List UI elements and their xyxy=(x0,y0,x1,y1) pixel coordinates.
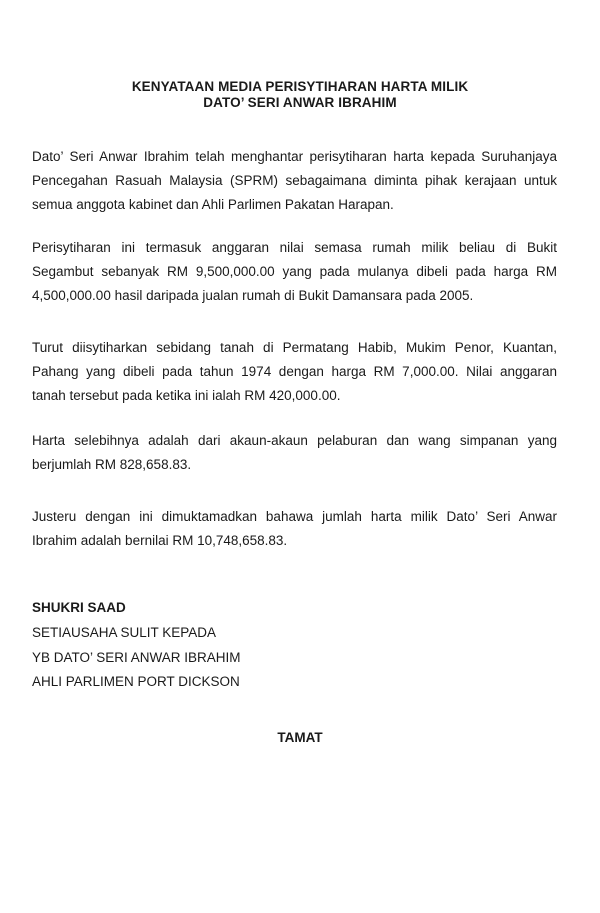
end-marker: TAMAT xyxy=(277,730,323,745)
paragraph-house-value xyxy=(32,236,557,308)
paragraph-line: Perisytiharan ini termasuk anggaran nilai semasa rumah milik beliau di Bukit xyxy=(32,240,557,255)
paragraph-other-assets xyxy=(32,429,557,477)
document-title-line-2: DATO’ SERI ANWAR IBRAHIM xyxy=(203,95,397,110)
paragraph-line: Dato’ Seri Anwar Ibrahim telah menghantar perisytiharan harta kepada Suruhanjaya xyxy=(32,149,557,164)
paragraph-line: Segambut sebanyak RM 9,500,000.00 yang pada mulanya dibeli pada harga RM xyxy=(32,264,557,279)
signatory-title-line-1: SETIAUSAHA SULIT KEPADA xyxy=(32,625,217,640)
paragraph-declaration-submitted xyxy=(32,145,557,217)
signatory-name: SHUKRI SAAD xyxy=(32,600,126,615)
signatory-title-line-2: YB DATO’ SERI ANWAR IBRAHIM xyxy=(32,650,241,665)
paragraph-line: Justeru dengan ini dimuktamadkan bahawa jumlah harta milik Dato’ Seri Anwar xyxy=(32,509,557,524)
paragraph-line: Ibrahim adalah bernilai RM 10,748,658.83. xyxy=(32,533,288,548)
signatory-title-line-3: AHLI PARLIMEN PORT DICKSON xyxy=(32,674,240,689)
document-title-line-1: KENYATAAN MEDIA PERISYTIHARAN HARTA MILIK xyxy=(131,79,469,94)
paragraph-line: Pahang yang dibeli pada tahun 1974 dengan harga RM 7,000.00. Nilai anggaran xyxy=(32,364,557,379)
paragraph-line: Pencegahan Rasuah Malaysia (SPRM) sebagaimana diminta pihak kerajaan untuk xyxy=(32,173,557,188)
paragraph-line: semua anggota kabinet dan Ahli Parlimen Pakatan Harapan. xyxy=(32,197,394,212)
paragraph-line: 4,500,000.00 hasil daripada jualan rumah di Bukit Damansara pada 2005. xyxy=(32,288,474,303)
paragraph-line: Harta selebihnya adalah dari akaun-akaun pelaburan dan wang simpanan yang xyxy=(32,433,557,448)
paragraph-line: Turut diisytiharkan sebidang tanah di Permatang Habib, Mukim Penor, Kuantan, xyxy=(32,340,557,355)
paragraph-line: tanah tersebut pada ketika ini ialah RM 420,000.00. xyxy=(32,388,341,403)
paragraph-land-value xyxy=(32,336,557,408)
paragraph-total-assets xyxy=(32,505,557,553)
paragraph-line: berjumlah RM 828,658.83. xyxy=(32,457,192,472)
